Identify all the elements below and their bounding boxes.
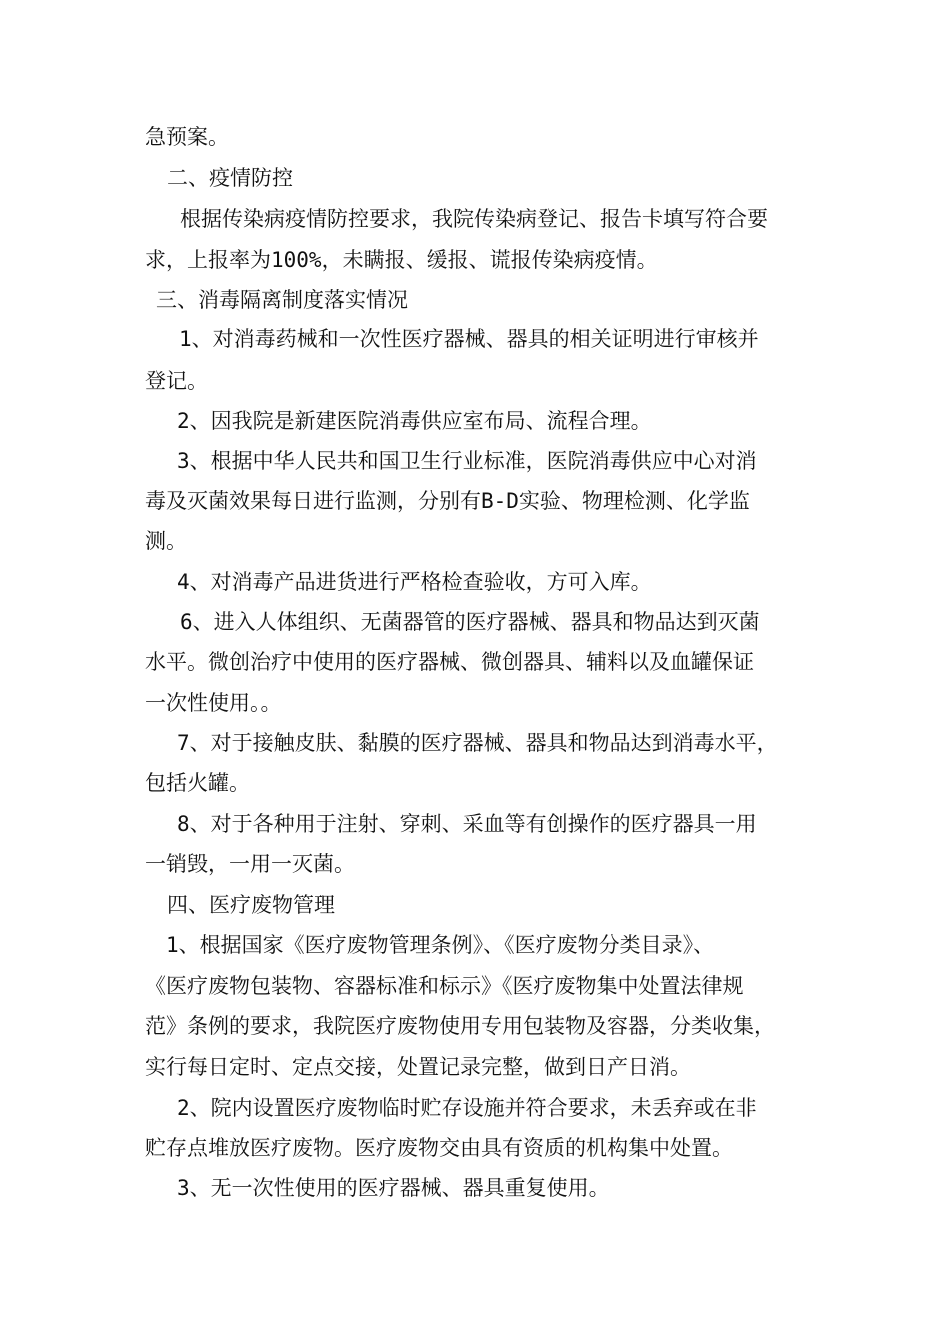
text-line-24: 实行每日定时、定点交接，处置记录完整，做到日产日消。 xyxy=(145,1055,691,1079)
text-line-3: 根据传染病疫情防控要求，我院传染病登记、报告卡填写符合要 xyxy=(180,207,768,231)
text-line-13: 6、进入人体组织、无菌器管的医疗器械、器具和物品达到灭菌 xyxy=(180,610,760,634)
text-line-23: 范》条例的要求，我院医疗废物使用专用包装物及容器，分类收集， xyxy=(145,1014,775,1038)
text-line-19: 一销毁，一用一灭菌。 xyxy=(145,852,355,876)
text-line-22: 《医疗废物包装物、容器标准和标示》《医疗废物集中处置法律规 xyxy=(145,974,744,998)
text-line-12: 4、对消毒产品进货进行严格检查验收，方可入库。 xyxy=(177,570,652,594)
text-line-9: 3、根据中华人民共和国卫生行业标准，医院消毒供应中心对消 xyxy=(177,449,757,473)
text-line-16: 7、对于接触皮肤、黏膜的医疗器械、器具和物品达到消毒水平， xyxy=(177,731,778,755)
text-line-1: 急预案。 xyxy=(145,125,229,149)
text-line-14: 水平。微创治疗中使用的医疗器械、微创器具、辅料以及血罐保证 xyxy=(145,650,754,674)
text-line-4: 求，上报率为100%，未瞒报、缓报、谎报传染病疫情。 xyxy=(145,248,658,272)
section-heading-4: 四、医疗废物管理 xyxy=(167,893,335,917)
text-line-6: 1、对消毒药械和一次性医疗器械、器具的相关证明进行审核并 xyxy=(179,327,759,351)
text-line-11: 测。 xyxy=(145,529,187,553)
text-line-10: 毒及灭菌效果每日进行监测，分别有B-D实验、物理检测、化学监 xyxy=(145,489,750,513)
text-line-15: 一次性使用。。 xyxy=(145,691,282,715)
section-heading-2: 二、疫情防控 xyxy=(167,166,293,190)
text-line-7: 登记。 xyxy=(145,369,208,393)
text-line-21: 1、根据国家《医疗废物管理条例》、《医疗废物分类目录》、 xyxy=(166,933,715,957)
text-line-27: 3、无一次性使用的医疗器械、器具重复使用。 xyxy=(177,1176,610,1200)
text-line-17: 包括火罐。 xyxy=(145,771,250,795)
text-line-25: 2、院内设置医疗废物临时贮存设施并符合要求，未丢弃或在非 xyxy=(177,1096,757,1120)
text-line-18: 8、对于各种用于注射、穿刺、采血等有创操作的医疗器具一用 xyxy=(177,812,757,836)
section-heading-3: 三、消毒隔离制度落实情况 xyxy=(156,288,408,312)
text-line-26: 贮存点堆放医疗废物。医疗废物交由具有资质的机构集中处置。 xyxy=(145,1136,733,1160)
text-line-8: 2、因我院是新建医院消毒供应室布局、流程合理。 xyxy=(177,409,652,433)
